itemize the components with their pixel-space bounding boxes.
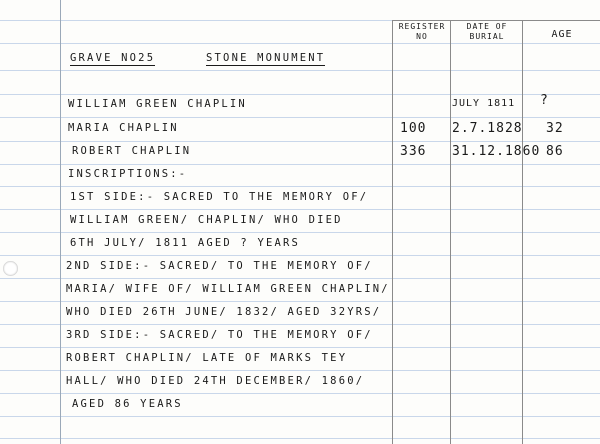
inscription-line: 6TH JULY/ 1811 AGED ? YEARS (70, 237, 301, 249)
date-of-burial-header (452, 22, 522, 42)
ruled-line (0, 43, 600, 44)
burial-name: MARIA CHAPLIN (68, 122, 179, 134)
ruled-line (0, 324, 600, 325)
register-header-line2: NO (416, 32, 428, 41)
burial-name: WILLIAM GREEN CHAPLIN (68, 98, 247, 110)
register-no-header (394, 22, 450, 42)
ruled-line (0, 370, 600, 371)
ruled-line (0, 278, 600, 279)
date-header-line1: DATE OF (466, 22, 508, 31)
ruled-line (0, 186, 600, 187)
burial-age: 86 (546, 144, 564, 159)
column-divider (392, 20, 393, 444)
ruled-line (0, 255, 600, 256)
inscription-line: 2ND SIDE:- SACRED/ TO THE MEMORY OF/ (66, 260, 373, 272)
inscription-line: HALL/ WHO DIED 24TH DECEMBER/ 1860/ (66, 375, 365, 387)
burial-age: 32 (546, 121, 564, 136)
column-divider (450, 20, 451, 444)
register-header-line1: REGISTER (398, 22, 446, 31)
margin-line (60, 0, 61, 444)
burial-date: JULY 1811 (452, 98, 516, 109)
inscription-line: ROBERT CHAPLIN/ LATE OF MARKS TEY (66, 352, 348, 364)
inscriptions-heading: INSCRIPTIONS:- (68, 168, 188, 180)
burial-age: ? (540, 93, 549, 108)
ruled-line (0, 393, 600, 394)
age-header: AGE (551, 29, 573, 40)
ruled-line (0, 209, 600, 210)
ruled-line (0, 141, 600, 142)
inscription-line: MARIA/ WIFE OF/ WILLIAM GREEN CHAPLIN/ (66, 283, 390, 295)
grave-number: GRAVE NO25 (70, 52, 156, 64)
monument-type: STONE MONUMENT (206, 52, 326, 64)
ruled-line (0, 117, 600, 118)
ruled-line (0, 94, 600, 95)
inscription-line: 3RD SIDE:- SACRED/ TO THE MEMORY OF/ (66, 329, 373, 341)
header-top-line (392, 20, 600, 21)
ruled-line (0, 416, 600, 417)
inscription-line: WHO DIED 26TH JUNE/ 1832/ AGED 32YRS/ (66, 306, 382, 318)
burial-register: 100 (400, 121, 427, 136)
inscription-line: 1ST SIDE:- SACRED TO THE MEMORY OF/ (70, 191, 369, 203)
date-header-line2: BURIAL (469, 32, 505, 41)
ruled-line (0, 232, 600, 233)
punch-hole (3, 261, 18, 276)
burial-register: 336 (400, 144, 427, 159)
burial-name: ROBERT CHAPLIN (72, 145, 192, 157)
burial-date: 2.7.1828 (452, 121, 523, 136)
ruled-line (0, 347, 600, 348)
inscription-line: AGED 86 YEARS (72, 398, 183, 410)
ruled-line (0, 164, 600, 165)
column-divider (522, 20, 523, 444)
inscription-line: WILLIAM GREEN/ CHAPLIN/ WHO DIED (70, 214, 343, 226)
ruled-line (0, 301, 600, 302)
ruled-line (0, 70, 600, 71)
ruled-line (0, 438, 600, 439)
burial-date: 31.12.1860 (452, 144, 541, 159)
